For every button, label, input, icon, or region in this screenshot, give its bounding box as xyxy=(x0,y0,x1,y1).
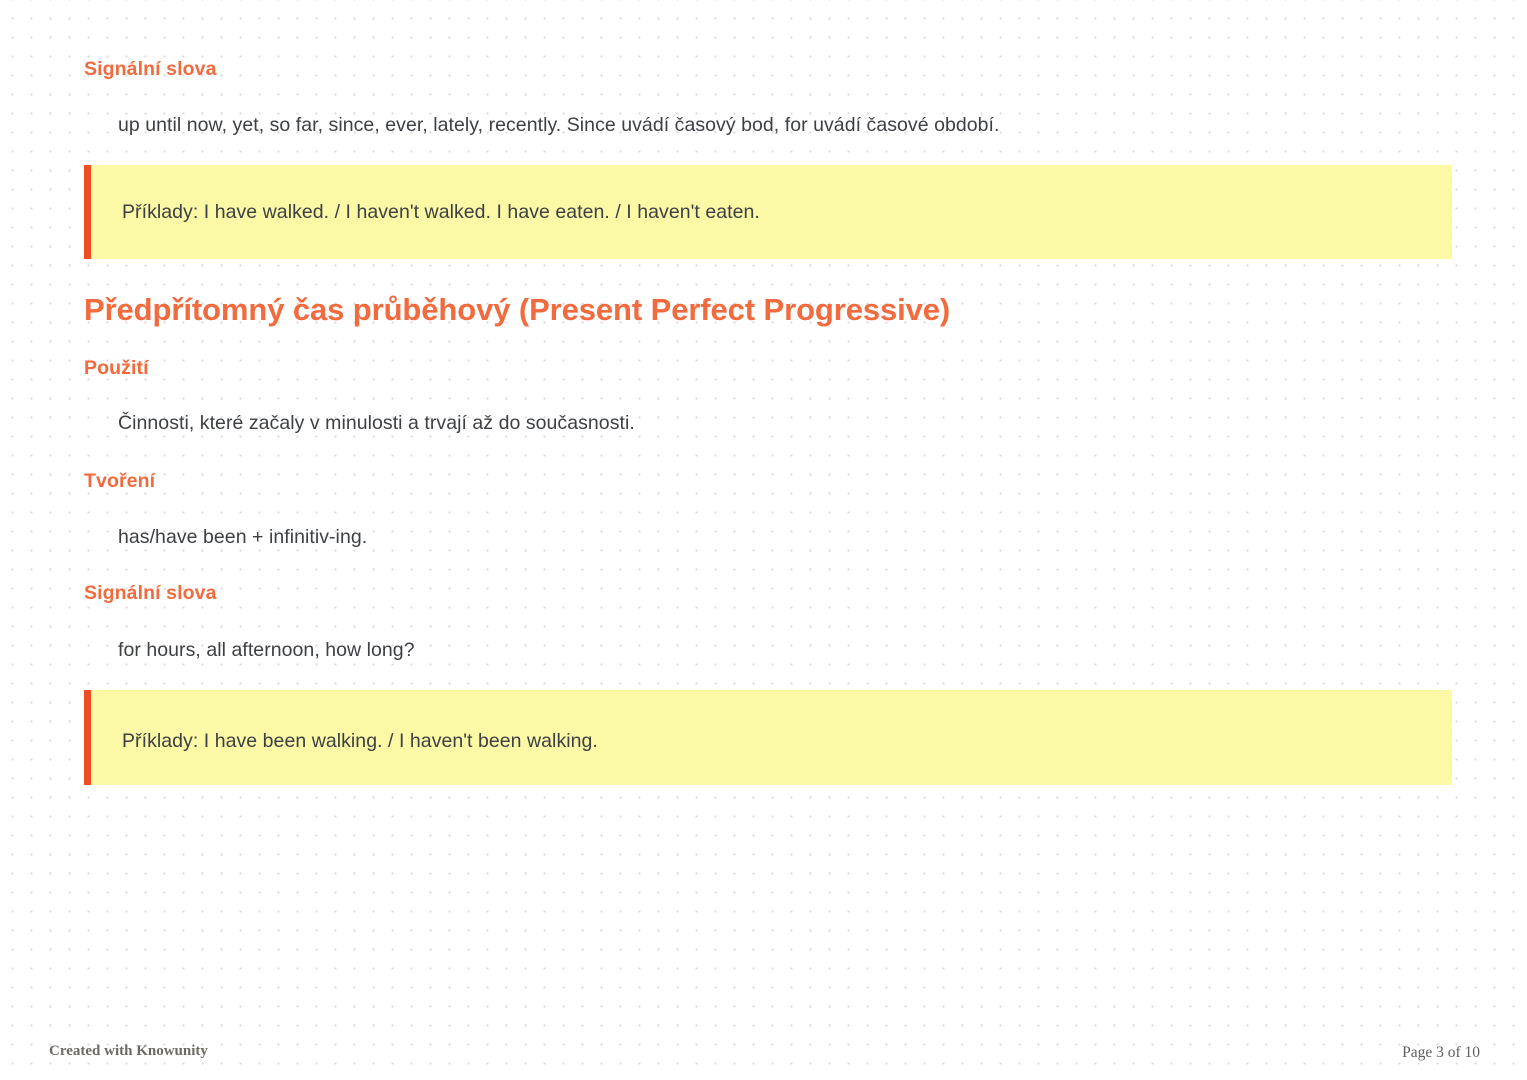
section-label-usage: Použití xyxy=(84,357,149,379)
page-title: Předpřítomný čas průběhový (Present Perfect Progressive) xyxy=(84,292,951,327)
callout-examples-2-text: Příklady: I have been walking. / I haven't been walking. xyxy=(122,730,598,752)
section-label-signal-words-1: Signální slova xyxy=(84,58,217,80)
section-label-signal-words-2: Signální slova xyxy=(84,582,217,604)
section-text-formation: has/have been + infinitiv-ing. xyxy=(118,526,368,548)
footer-credit: Created with Knowunity xyxy=(49,1043,208,1059)
section-text-usage: Činnosti, které začaly v minulosti a trvají až do současnosti. xyxy=(118,412,635,434)
footer-page-number: Page 3 of 10 xyxy=(1402,1044,1480,1061)
callout-examples-1-text: Příklady: I have walked. / I haven't walked. I have eaten. / I haven't eaten. xyxy=(122,201,760,223)
callout-examples-2 xyxy=(84,690,1452,785)
section-label-formation: Tvoření xyxy=(84,470,156,492)
callout-examples-1 xyxy=(84,165,1452,259)
section-text-signal-words-1: up until now, yet, so far, since, ever, lately, recently. Since uvádí časový bod, for uvádí časové období. xyxy=(118,114,1000,136)
section-text-signal-words-2: for hours, all afternoon, how long? xyxy=(118,639,415,661)
